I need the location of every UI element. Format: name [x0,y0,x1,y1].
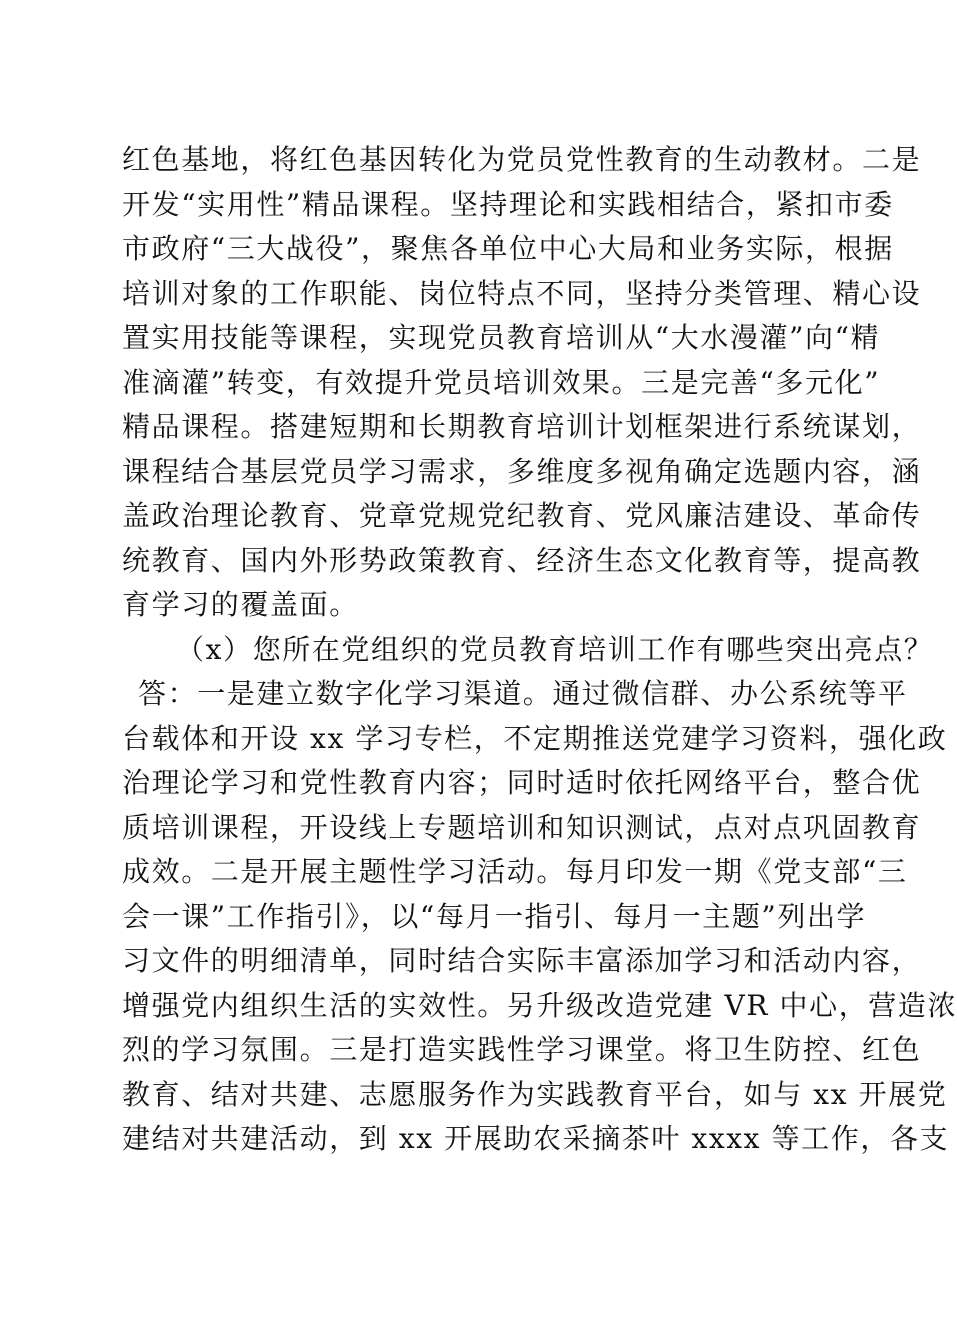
document-body [122,138,957,1162]
answer-line: 习文件的明细清单，同时结合实际丰富添加学习和活动内容， [122,944,922,977]
answer-line: 答：一是建立数字化学习渠道。通过微信群、办公系统等平 [138,677,908,710]
answer-line: 建结对共建活动，到 xx 开展助农采摘茶叶 xxxx 等工作，各支 [122,1122,950,1155]
answer-line: 烈的学习氛围。三是打造实践性学习课堂。将卫生防控、红色 [122,1033,922,1066]
paragraph-line: 红色基地，将红色基因转化为党员党性教育的生动教材。二是 [122,143,922,176]
question-heading: （x）您所在党组织的党员教育培训工作有哪些突出亮点？ [176,632,934,666]
answer-line: 成效。二是开展主题性学习活动。每月印发一期《党支部“三 [122,855,908,888]
paragraph-line: 培训对象的工作职能、岗位特点不同，坚持分类管理、精心设 [122,276,922,310]
paragraph-line: 精品课程。搭建短期和长期教育培训计划框架进行系统谋划， [122,410,922,443]
answer-line: 台载体和开设 xx 学习专栏，不定期推送党建学习资料，强化政 [122,721,948,755]
paragraph-line: 置实用技能等课程，实现党员教育培训从“大水漫灌”向“精 [122,321,881,354]
answer-line: 会一课”工作指引》，以“每月一指引、每月一主题”列出学 [122,899,867,933]
paragraph-line: 统教育、国内外形势政策教育、经济生态文化教育等，提高教 [122,543,922,577]
paragraph-line: 盖政治理论教育、党章党规党纪教育、党风廉洁建设、革命传 [122,499,922,532]
paragraph-line: 开发“实用性”精品课程。坚持理论和实践相结合，紧扣市委 [122,187,894,221]
paragraph-line: 市政府“三大战役”，聚焦各单位中心大局和业务实际，根据 [122,232,894,265]
answer-line: 教育、结对共建、志愿服务作为实践教育平台，如与 xx 开展党 [122,1077,948,1111]
answer-line: 质培训课程，开设线上专题培训和知识测试，点对点巩固教育 [122,810,922,844]
answer-line: 增强党内组织生活的实效性。另升级改造党建 VR 中心，营造浓 [122,988,957,1022]
paragraph-line: 准滴灌”转变，有效提升党员培训效果。三是完善“多元化” [122,365,881,399]
paragraph-line: 课程结合基层党员学习需求，多维度多视角确定选题内容，涵 [122,454,922,488]
answer-line: 治理论学习和党性教育内容；同时适时依托网络平台，整合优 [122,766,922,799]
paragraph-line: 育学习的覆盖面。 [122,588,359,621]
